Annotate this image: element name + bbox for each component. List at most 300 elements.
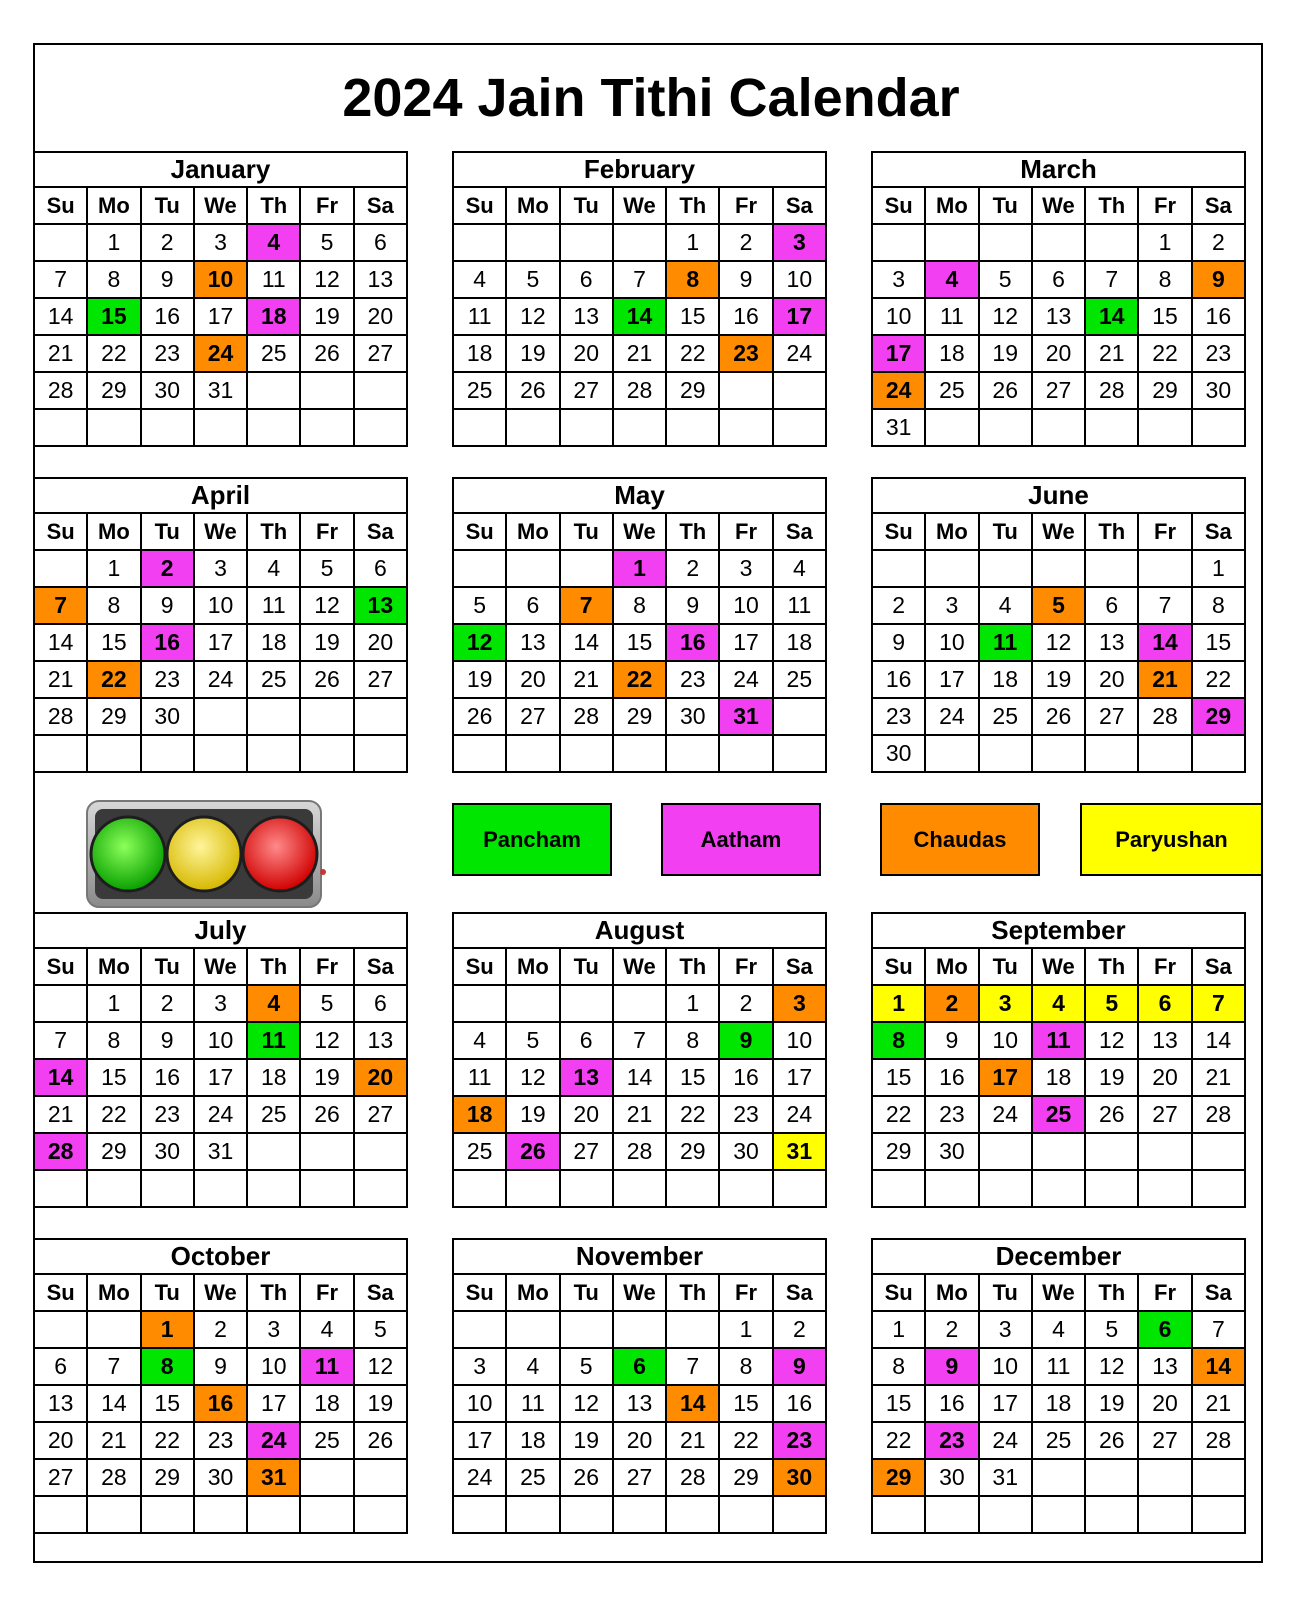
empty-cell	[719, 409, 772, 446]
day-cell: 15	[719, 1385, 772, 1422]
day-cell: 30	[141, 698, 194, 735]
weekday-header: Th	[666, 948, 719, 985]
month-title: June	[872, 478, 1245, 513]
day-cell: 21	[666, 1422, 719, 1459]
day-cell: 19	[300, 624, 353, 661]
day-cell: 3	[773, 224, 826, 261]
day-cell: 23	[141, 335, 194, 372]
day-cell: 16	[719, 1059, 772, 1096]
day-cell: 5	[300, 224, 353, 261]
day-cell: 7	[34, 1022, 87, 1059]
empty-cell	[719, 735, 772, 772]
day-cell: 3	[979, 985, 1032, 1022]
day-cell: 17	[247, 1385, 300, 1422]
day-cell: 30	[141, 372, 194, 409]
empty-cell	[453, 409, 506, 446]
day-cell: 25	[979, 698, 1032, 735]
weekday-header: Mo	[506, 187, 559, 224]
day-cell: 23	[194, 1422, 247, 1459]
weekday-header: Th	[247, 513, 300, 550]
legend-pancham: Pancham	[452, 803, 612, 876]
weekday-header: Su	[34, 513, 87, 550]
day-cell: 21	[1085, 335, 1138, 372]
day-cell: 31	[194, 372, 247, 409]
empty-cell	[87, 409, 140, 446]
day-cell: 19	[560, 1422, 613, 1459]
weekday-header: Fr	[1138, 948, 1191, 985]
day-cell: 7	[666, 1348, 719, 1385]
day-cell: 25	[300, 1422, 353, 1459]
day-cell: 10	[872, 298, 925, 335]
empty-cell	[1192, 735, 1245, 772]
day-cell: 24	[719, 661, 772, 698]
day-cell: 31	[247, 1459, 300, 1496]
weekday-header: Su	[453, 187, 506, 224]
day-cell: 20	[354, 298, 407, 335]
empty-cell	[34, 1496, 87, 1533]
weekday-header: Mo	[506, 1274, 559, 1311]
day-cell: 29	[613, 698, 666, 735]
day-cell: 29	[666, 1133, 719, 1170]
empty-cell	[453, 1170, 506, 1207]
empty-cell	[506, 1311, 559, 1348]
day-cell: 30	[872, 735, 925, 772]
day-cell: 28	[560, 698, 613, 735]
weekday-header: Fr	[1138, 513, 1191, 550]
day-cell: 23	[666, 661, 719, 698]
month-october	[33, 1238, 408, 1534]
day-cell: 28	[613, 372, 666, 409]
day-cell: 7	[87, 1348, 140, 1385]
day-cell: 20	[1032, 335, 1085, 372]
empty-cell	[773, 372, 826, 409]
month-title: May	[453, 478, 826, 513]
day-cell: 26	[506, 372, 559, 409]
day-cell: 31	[773, 1133, 826, 1170]
day-cell: 29	[87, 1133, 140, 1170]
weekday-header: We	[194, 187, 247, 224]
weekday-header: Fr	[300, 187, 353, 224]
empty-cell	[300, 1170, 353, 1207]
day-cell: 2	[872, 587, 925, 624]
day-cell: 28	[34, 372, 87, 409]
empty-cell	[1085, 735, 1138, 772]
day-cell: 19	[300, 1059, 353, 1096]
day-cell: 2	[925, 1311, 978, 1348]
empty-cell	[773, 1496, 826, 1533]
day-cell: 1	[87, 224, 140, 261]
day-cell: 4	[1032, 1311, 1085, 1348]
day-cell: 1	[1192, 550, 1245, 587]
day-cell: 30	[719, 1133, 772, 1170]
month-april	[33, 477, 408, 773]
day-cell: 23	[925, 1096, 978, 1133]
month-march	[871, 151, 1246, 447]
day-cell: 30	[925, 1133, 978, 1170]
day-cell: 17	[979, 1059, 1032, 1096]
day-cell: 9	[773, 1348, 826, 1385]
weekday-header: Sa	[354, 1274, 407, 1311]
day-cell: 13	[34, 1385, 87, 1422]
day-cell: 31	[872, 409, 925, 446]
weekday-header: Tu	[141, 187, 194, 224]
day-cell: 18	[506, 1422, 559, 1459]
day-cell: 8	[1138, 261, 1191, 298]
day-cell: 1	[719, 1311, 772, 1348]
day-cell: 28	[1085, 372, 1138, 409]
day-cell: 13	[354, 587, 407, 624]
day-cell: 15	[666, 298, 719, 335]
day-cell: 12	[300, 587, 353, 624]
day-cell: 5	[453, 587, 506, 624]
day-cell: 22	[87, 1096, 140, 1133]
empty-cell	[560, 1311, 613, 1348]
day-cell: 9	[925, 1022, 978, 1059]
day-cell: 26	[300, 335, 353, 372]
day-cell: 24	[925, 698, 978, 735]
day-cell: 5	[506, 1022, 559, 1059]
day-cell: 17	[194, 624, 247, 661]
day-cell: 9	[141, 587, 194, 624]
empty-cell	[560, 1170, 613, 1207]
empty-cell	[1138, 1170, 1191, 1207]
day-cell: 12	[1032, 624, 1085, 661]
day-cell: 22	[613, 661, 666, 698]
day-cell: 22	[872, 1422, 925, 1459]
empty-cell	[1032, 409, 1085, 446]
month-title: November	[453, 1239, 826, 1274]
empty-cell	[925, 409, 978, 446]
day-cell: 12	[506, 1059, 559, 1096]
day-cell: 26	[1085, 1422, 1138, 1459]
day-cell: 17	[872, 335, 925, 372]
day-cell: 29	[872, 1459, 925, 1496]
empty-cell	[1138, 409, 1191, 446]
day-cell: 25	[925, 372, 978, 409]
day-cell: 7	[34, 261, 87, 298]
empty-cell	[1085, 409, 1138, 446]
day-cell: 14	[1192, 1348, 1245, 1385]
day-cell: 2	[141, 224, 194, 261]
weekday-header: Th	[666, 513, 719, 550]
weekday-header: Tu	[560, 187, 613, 224]
empty-cell	[925, 550, 978, 587]
day-cell: 10	[979, 1022, 1032, 1059]
day-cell: 15	[613, 624, 666, 661]
day-cell: 25	[247, 335, 300, 372]
day-cell: 17	[979, 1385, 1032, 1422]
day-cell: 6	[354, 985, 407, 1022]
empty-cell	[354, 698, 407, 735]
day-cell: 21	[1192, 1059, 1245, 1096]
empty-cell	[613, 1496, 666, 1533]
day-cell: 17	[194, 1059, 247, 1096]
day-cell: 14	[34, 624, 87, 661]
empty-cell	[300, 372, 353, 409]
empty-cell	[87, 1311, 140, 1348]
day-cell: 8	[87, 1022, 140, 1059]
day-cell: 7	[613, 1022, 666, 1059]
day-cell: 13	[506, 624, 559, 661]
legend-paryushan: Paryushan	[1080, 803, 1263, 876]
day-cell: 25	[773, 661, 826, 698]
day-cell: 10	[719, 587, 772, 624]
day-cell: 11	[247, 1022, 300, 1059]
empty-cell	[719, 1170, 772, 1207]
day-cell: 11	[247, 587, 300, 624]
day-cell: 26	[979, 372, 1032, 409]
day-cell: 28	[87, 1459, 140, 1496]
month-title: July	[34, 913, 407, 948]
weekday-header: We	[613, 1274, 666, 1311]
weekday-header: Mo	[87, 948, 140, 985]
empty-cell	[453, 224, 506, 261]
empty-cell	[1085, 1459, 1138, 1496]
empty-cell	[34, 735, 87, 772]
day-cell: 21	[560, 661, 613, 698]
day-cell: 10	[194, 261, 247, 298]
day-cell: 2	[194, 1311, 247, 1348]
empty-cell	[247, 735, 300, 772]
weekday-header: Su	[34, 948, 87, 985]
day-cell: 4	[1032, 985, 1085, 1022]
day-cell: 3	[925, 587, 978, 624]
day-cell: 9	[141, 1022, 194, 1059]
day-cell: 19	[1032, 661, 1085, 698]
day-cell: 13	[1138, 1022, 1191, 1059]
empty-cell	[666, 1311, 719, 1348]
weekday-header: Tu	[560, 948, 613, 985]
day-cell: 27	[354, 335, 407, 372]
day-cell: 6	[1138, 985, 1191, 1022]
day-cell: 16	[872, 661, 925, 698]
day-cell: 13	[560, 298, 613, 335]
empty-cell	[354, 735, 407, 772]
weekday-header: Sa	[773, 948, 826, 985]
weekday-header: Tu	[141, 1274, 194, 1311]
empty-cell	[979, 550, 1032, 587]
empty-cell	[247, 698, 300, 735]
day-cell: 2	[719, 985, 772, 1022]
empty-cell	[666, 735, 719, 772]
day-cell: 27	[1032, 372, 1085, 409]
day-cell: 27	[560, 1133, 613, 1170]
day-cell: 6	[506, 587, 559, 624]
day-cell: 17	[194, 298, 247, 335]
day-cell: 11	[925, 298, 978, 335]
empty-cell	[979, 1496, 1032, 1533]
empty-cell	[354, 1133, 407, 1170]
day-cell: 4	[453, 1022, 506, 1059]
day-cell: 29	[1192, 698, 1245, 735]
day-cell: 28	[1138, 698, 1191, 735]
day-cell: 16	[666, 624, 719, 661]
legend-aatham: Aatham	[661, 803, 821, 876]
empty-cell	[719, 1496, 772, 1533]
weekday-header: Fr	[300, 948, 353, 985]
weekday-header: Fr	[300, 513, 353, 550]
day-cell: 14	[34, 298, 87, 335]
weekday-header: Fr	[719, 1274, 772, 1311]
day-cell: 27	[34, 1459, 87, 1496]
day-cell: 6	[1085, 587, 1138, 624]
weekday-header: Th	[1085, 513, 1138, 550]
day-cell: 7	[1085, 261, 1138, 298]
weekday-header: Tu	[141, 513, 194, 550]
weekday-header: Tu	[141, 948, 194, 985]
empty-cell	[300, 735, 353, 772]
day-cell: 22	[1138, 335, 1191, 372]
weekday-header: We	[613, 948, 666, 985]
empty-cell	[560, 735, 613, 772]
empty-cell	[34, 550, 87, 587]
day-cell: 29	[719, 1459, 772, 1496]
weekday-header: Sa	[1192, 513, 1245, 550]
day-cell: 30	[1192, 372, 1245, 409]
empty-cell	[194, 735, 247, 772]
day-cell: 14	[1192, 1022, 1245, 1059]
day-cell: 12	[354, 1348, 407, 1385]
day-cell: 27	[354, 1096, 407, 1133]
day-cell: 12	[453, 624, 506, 661]
day-cell: 21	[1192, 1385, 1245, 1422]
empty-cell	[1032, 1496, 1085, 1533]
day-cell: 11	[300, 1348, 353, 1385]
day-cell: 21	[87, 1422, 140, 1459]
day-cell: 18	[979, 661, 1032, 698]
empty-cell	[560, 1496, 613, 1533]
day-cell: 8	[666, 261, 719, 298]
day-cell: 20	[506, 661, 559, 698]
day-cell: 12	[1085, 1022, 1138, 1059]
empty-cell	[506, 735, 559, 772]
empty-cell	[773, 735, 826, 772]
day-cell: 26	[453, 698, 506, 735]
month-title: August	[453, 913, 826, 948]
day-cell: 15	[87, 1059, 140, 1096]
empty-cell	[1192, 1459, 1245, 1496]
day-cell: 14	[613, 298, 666, 335]
empty-cell	[34, 224, 87, 261]
day-cell: 15	[87, 624, 140, 661]
weekday-header: Th	[666, 187, 719, 224]
month-title: January	[34, 152, 407, 187]
day-cell: 27	[1138, 1422, 1191, 1459]
day-cell: 24	[453, 1459, 506, 1496]
day-cell: 11	[247, 261, 300, 298]
day-cell: 15	[666, 1059, 719, 1096]
month-title: September	[872, 913, 1245, 948]
day-cell: 3	[453, 1348, 506, 1385]
day-cell: 22	[87, 661, 140, 698]
day-cell: 24	[773, 335, 826, 372]
weekday-header: Tu	[979, 513, 1032, 550]
empty-cell	[1085, 224, 1138, 261]
month-title: October	[34, 1239, 407, 1274]
weekday-header: Su	[872, 513, 925, 550]
day-cell: 12	[300, 261, 353, 298]
day-cell: 23	[141, 1096, 194, 1133]
empty-cell	[613, 1170, 666, 1207]
day-cell: 6	[613, 1348, 666, 1385]
day-cell: 18	[1032, 1385, 1085, 1422]
empty-cell	[453, 550, 506, 587]
day-cell: 15	[1138, 298, 1191, 335]
empty-cell	[773, 1170, 826, 1207]
day-cell: 19	[506, 1096, 559, 1133]
day-cell: 2	[925, 985, 978, 1022]
weekday-header: Th	[1085, 948, 1138, 985]
empty-cell	[87, 1170, 140, 1207]
month-may	[452, 477, 827, 773]
weekday-header: Su	[34, 1274, 87, 1311]
traffic-light-icon	[84, 798, 326, 910]
day-cell: 14	[560, 624, 613, 661]
empty-cell	[560, 409, 613, 446]
day-cell: 2	[141, 985, 194, 1022]
day-cell: 7	[1192, 1311, 1245, 1348]
empty-cell	[872, 1496, 925, 1533]
day-cell: 9	[141, 261, 194, 298]
empty-cell	[560, 224, 613, 261]
empty-cell	[87, 1496, 140, 1533]
day-cell: 12	[506, 298, 559, 335]
day-cell: 31	[194, 1133, 247, 1170]
day-cell: 14	[1138, 624, 1191, 661]
day-cell: 7	[1138, 587, 1191, 624]
day-cell: 18	[453, 335, 506, 372]
empty-cell	[87, 735, 140, 772]
weekday-header: We	[613, 187, 666, 224]
empty-cell	[613, 409, 666, 446]
day-cell: 5	[1085, 985, 1138, 1022]
empty-cell	[872, 1170, 925, 1207]
empty-cell	[453, 1496, 506, 1533]
weekday-header: Sa	[773, 187, 826, 224]
month-title: April	[34, 478, 407, 513]
day-cell: 6	[1138, 1311, 1191, 1348]
empty-cell	[506, 224, 559, 261]
day-cell: 22	[666, 335, 719, 372]
day-cell: 25	[247, 1096, 300, 1133]
day-cell: 23	[1192, 335, 1245, 372]
day-cell: 8	[1192, 587, 1245, 624]
day-cell: 9	[666, 587, 719, 624]
day-cell: 24	[247, 1422, 300, 1459]
day-cell: 6	[354, 550, 407, 587]
weekday-header: We	[1032, 187, 1085, 224]
weekday-header: Th	[247, 187, 300, 224]
empty-cell	[354, 1496, 407, 1533]
day-cell: 24	[979, 1422, 1032, 1459]
day-cell: 7	[613, 261, 666, 298]
day-cell: 11	[453, 1059, 506, 1096]
day-cell: 11	[506, 1385, 559, 1422]
day-cell: 21	[34, 1096, 87, 1133]
day-cell: 18	[453, 1096, 506, 1133]
empty-cell	[34, 409, 87, 446]
day-cell: 18	[247, 298, 300, 335]
empty-cell	[194, 409, 247, 446]
weekday-header: Sa	[1192, 948, 1245, 985]
day-cell: 29	[666, 372, 719, 409]
weekday-header: Su	[453, 1274, 506, 1311]
day-cell: 20	[354, 624, 407, 661]
day-cell: 24	[194, 661, 247, 698]
day-cell: 28	[34, 698, 87, 735]
month-july	[33, 912, 408, 1208]
day-cell: 3	[194, 985, 247, 1022]
